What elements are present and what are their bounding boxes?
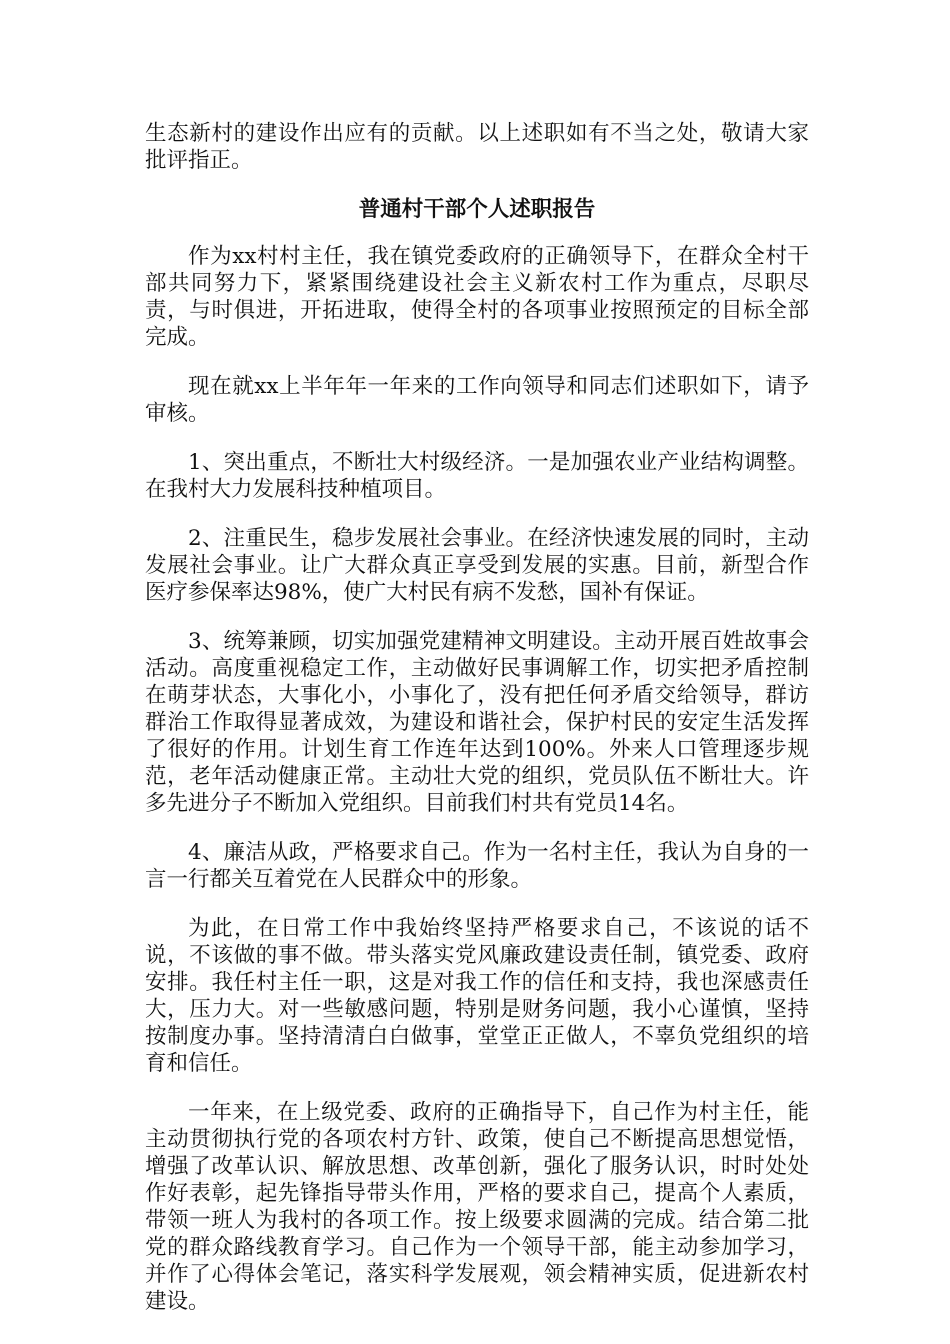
paragraph-item-2: 2、注重民生，稳步发展社会事业。在经济快速发展的同时，主动发展社会事业。让广大群众真正享受到发展的实惠。目前，新型合作医疗参保率达98%，使广大村民有病不发愁，国补有保证。: [145, 526, 809, 605]
paragraph-report-statement: 现在就xx上半年年一年来的工作向领导和同志们述职如下，请予审核。: [145, 374, 809, 426]
document-page: [145, 120, 809, 1337]
paragraph-year-summary: 一年来，在上级党委、政府的正确指导下，自己作为村主任，能主动贯彻执行党的各项农村方针、政策，使自己不断提高思想觉悟，增强了改革认识、解放思想、改革创新，强化了服务认识，时时处处作好表彰，起先锋指导带头作用，严格的要求自己，提高个人素质，带领一班人为我村的各项工作。按上级要求圆满的完成。结合第二批党的群众路线教育学习。自己作为一个领导干部，能主动参加学习，并作了心得体会笔记，落实科学发展观，领会精神实质，促进新农村建设。: [145, 1100, 809, 1314]
paragraph-item-1: 1、突出重点，不断壮大村级经济。一是加强农业产业结构调整。在我村大力发展科技种植项目。: [145, 450, 809, 502]
intro-paragraph: 生态新村的建设作出应有的贡献。以上述职如有不当之处，敬请大家批评指正。: [145, 121, 809, 173]
document-title: 普通村干部个人述职报告: [358, 197, 596, 222]
paragraph-item-3: 3、统筹兼顾，切实加强党建精神文明建设。主动开展百姓故事会活动。高度重视稳定工作，主动做好民事调解工作，切实把矛盾控制在萌芽状态，大事化小，小事化了，没有把任何矛盾交给领导，群访群治工作取得显著成效，为建设和谐社会，保护村民的安定生活发挥了很好的作用。计划生育工作连年达到100%。外来人口管理逐步规范，老年活动健康正常。主动壮大党的组织，党员队伍不断壮大。许多先进分子不断加入党组织。目前我们村共有党员14名。: [145, 629, 809, 816]
paragraph-intro-role: 作为xx村村主任，我在镇党委政府的正确领导下，在群众全村干部共同努力下，紧紧围绕建设社会主义新农村工作为重点，尽职尽责，与时俱进，开拓进取，使得全村的各项事业按照预定的目标全部完成。: [145, 244, 809, 350]
paragraph-self-discipline: 为此，在日常工作中我始终坚持严格要求自己，不该说的话不说，不该做的事不做。带头落实党风廉政建设责任制，镇党委、政府安排。我任村主任一职，这是对我工作的信任和支持，我也深感责任大，压力大。对一些敏感问题，特别是财务问题，我小心谨慎，坚持按制度办事。坚持清清白白做事，堂堂正正做人，不辜负党组织的培育和信任。: [145, 916, 809, 1076]
paragraph-item-4: 4、廉洁从政，严格要求自己。作为一名村主任，我认为自身的一言一行都关互着党在人民群众中的形象。: [145, 840, 809, 892]
